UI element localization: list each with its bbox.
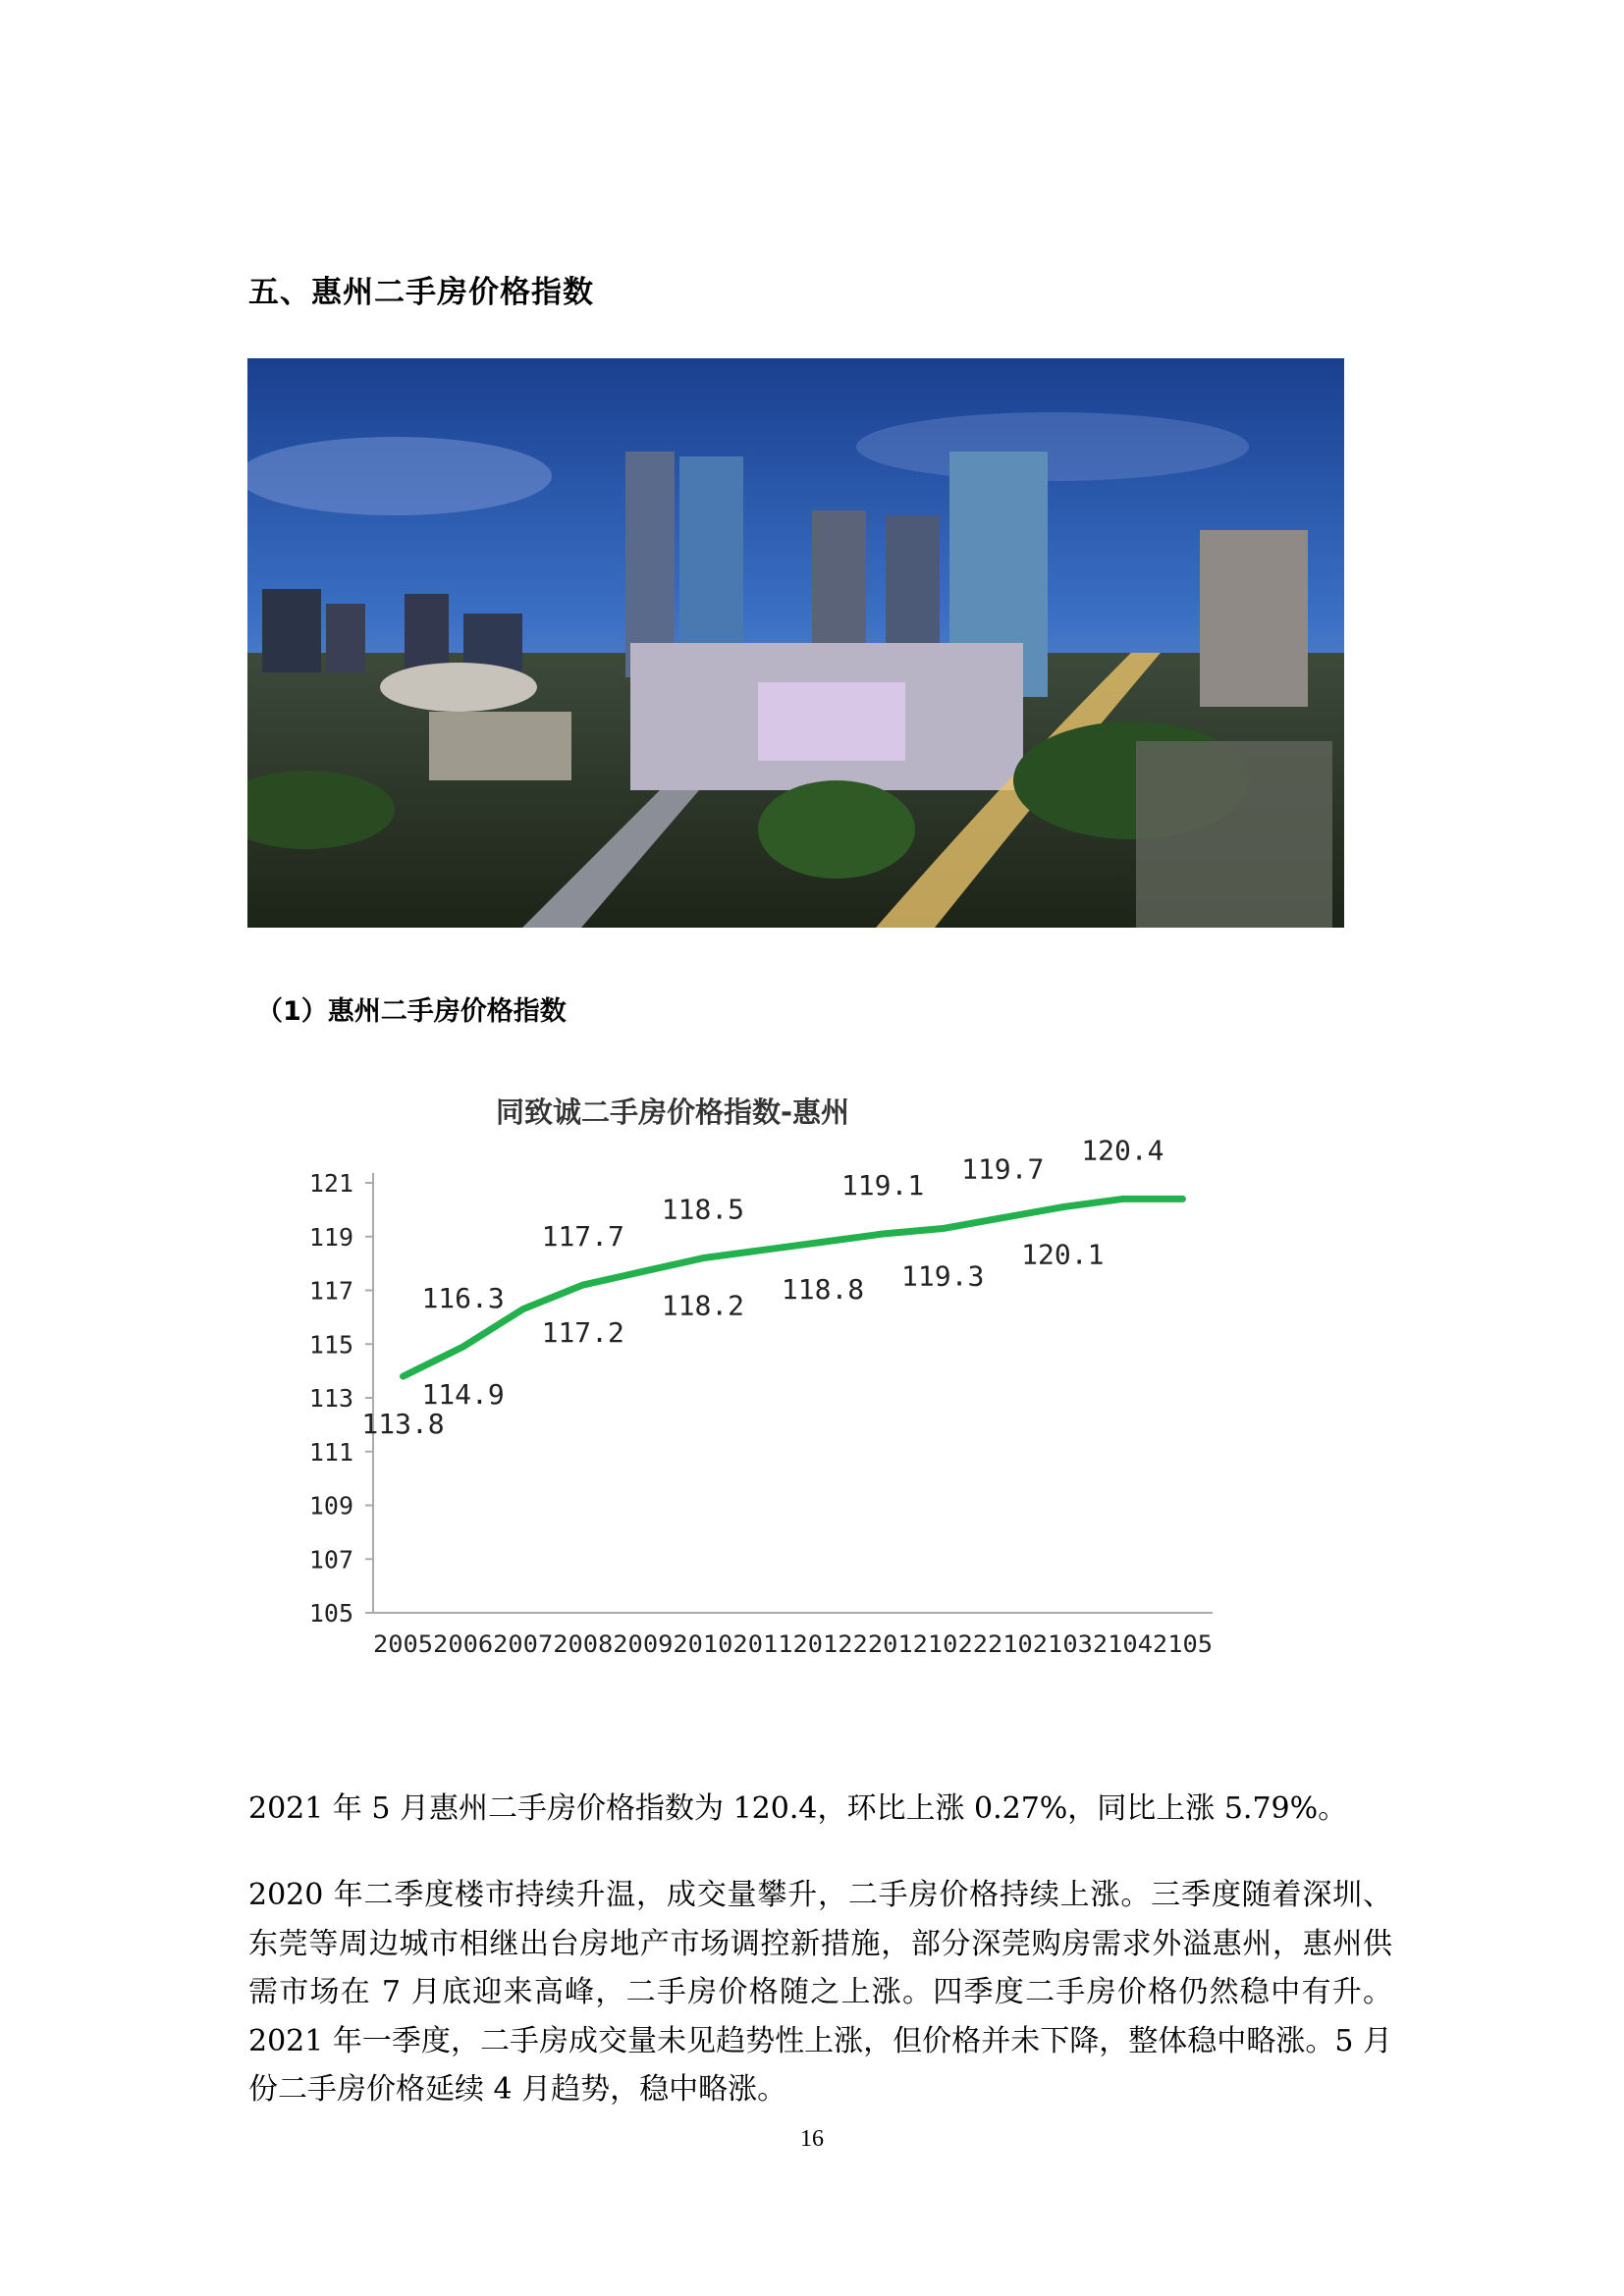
data-label: 114.9 xyxy=(421,1377,505,1411)
data-label: 119.3 xyxy=(901,1259,985,1293)
x-tick-label: 2008 xyxy=(553,1630,614,1658)
section-title: 五、惠州二手房价格指数 xyxy=(248,275,594,310)
chart-title: 同致诚二手房价格指数-惠州 xyxy=(495,1095,850,1129)
data-label: 116.3 xyxy=(421,1281,505,1314)
data-label: 117.2 xyxy=(541,1316,624,1350)
data-label: 119.1 xyxy=(840,1169,925,1202)
y-tick-label: 113 xyxy=(308,1384,353,1413)
city-skyline-photo xyxy=(247,358,1344,928)
x-tick-label: 2103 xyxy=(1032,1630,1093,1658)
chart-subheading: （1）惠州二手房价格指数 xyxy=(256,996,567,1027)
data-label: 118.8 xyxy=(781,1273,865,1307)
x-tick-label: 2006 xyxy=(433,1630,494,1658)
data-label: 118.5 xyxy=(661,1193,745,1226)
x-tick-label: 2010 xyxy=(673,1630,733,1658)
x-tick-label: 2007 xyxy=(493,1630,554,1658)
y-tick-label: 107 xyxy=(308,1545,353,1575)
x-tick-label: 2201 xyxy=(852,1630,913,1658)
x-tick-label: 2105 xyxy=(1152,1630,1213,1658)
x-tick-label: 2011 xyxy=(732,1630,793,1658)
y-tick-label: 109 xyxy=(308,1491,353,1521)
price-index-chart xyxy=(250,1075,1276,1703)
x-tick-label: 2009 xyxy=(613,1630,674,1658)
y-tick-label: 121 xyxy=(308,1169,353,1198)
data-label: 119.7 xyxy=(961,1152,1045,1186)
chart-plot-area xyxy=(361,1134,1182,1440)
y-tick-label: 115 xyxy=(308,1330,353,1360)
page-number: 16 xyxy=(800,2126,824,2152)
data-label: 118.2 xyxy=(661,1289,745,1322)
x-tick-label: 2012 xyxy=(792,1630,853,1658)
y-tick-label: 119 xyxy=(308,1222,353,1252)
x-tick-label: 2005 xyxy=(373,1630,434,1658)
y-tick-label: 111 xyxy=(308,1437,353,1467)
data-label: 113.8 xyxy=(361,1408,445,1441)
y-tick-label: 105 xyxy=(308,1599,353,1628)
x-tick-label: 2210 xyxy=(972,1630,1033,1658)
analysis-paragraph: 2020 年二季度楼市持续升温，成交量攀升，二手房价格持续上涨。三季度随着深圳、东莞等周边城市相继出台房地产市场调控新措施，部分深莞购房需求外溢惠州，惠州供需市场在 7 月底迎来高峰，二手房价格随之上涨。四季度二手房价格仍然稳中有升。2021 年一季度，二手房成交量未见趋势性上涨，但价格并未下降，整体稳中略涨。5 月份二手房价格延续 4 月趋势，稳中略涨。 xyxy=(248,1878,1392,2107)
summary-paragraph: 2021 年 5 月惠州二手房价格指数为 120.4，环比上涨 0.27%，同比上涨 5.79%。 xyxy=(248,1791,1348,1826)
x-tick-label: 2102 xyxy=(912,1630,973,1658)
x-tick-label: 2104 xyxy=(1092,1630,1153,1658)
y-tick-label: 117 xyxy=(308,1276,353,1306)
data-label: 120.4 xyxy=(1081,1134,1164,1167)
data-label: 117.7 xyxy=(541,1220,624,1254)
data-label: 120.1 xyxy=(1021,1238,1105,1271)
